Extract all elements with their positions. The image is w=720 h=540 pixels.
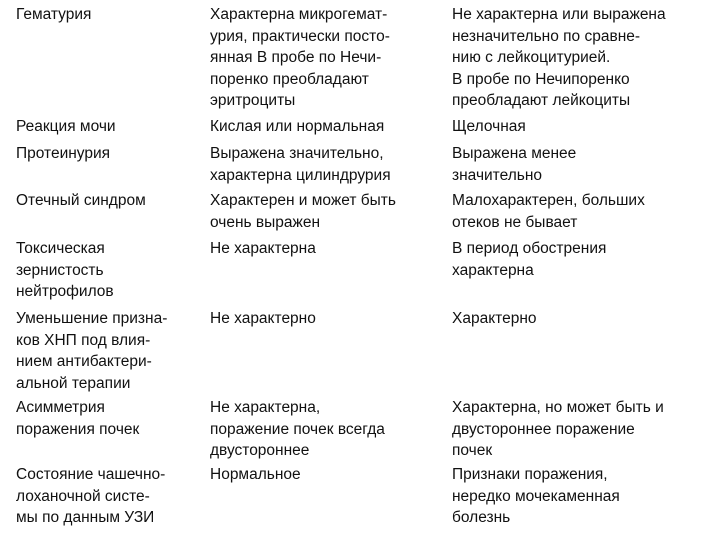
feature-cell: Протеинурия — [16, 145, 111, 162]
glomerulonephritis-cell: Не характерно — [210, 310, 316, 327]
feature-cell: Состояние чашечно- лоханочной систе- мы по данным УЗИ — [16, 466, 166, 526]
pyelonephritis-cell: Щелочная — [452, 118, 526, 135]
feature-cell: Реакция мочи — [16, 118, 116, 135]
glomerulonephritis-cell: Не характерна, поражение почек всегда двустороннее — [210, 399, 385, 459]
pyelonephritis-cell: Не характерна или выражена незначительно по сравне- нию с лейкоцитурией. В пробе по Нечипоренко преобладают лейкоциты — [452, 6, 666, 109]
glomerulonephritis-cell: Кислая или нормальная — [210, 118, 385, 135]
pyelonephritis-cell: Признаки поражения, нередко мочекаменная болезнь — [452, 466, 620, 526]
pyelonephritis-cell: В период обострения характерна — [452, 240, 607, 279]
glomerulonephritis-cell: Не характерна — [210, 240, 316, 257]
feature-cell: Асимметрия поражения почек — [16, 399, 140, 438]
glomerulonephritis-cell: Выражена значительно, характерна цилиндрурия — [210, 145, 391, 184]
pyelonephritis-cell: Характерна, но может быть и двустороннее поражение почек — [452, 399, 664, 459]
glomerulonephritis-cell: Характерен и может быть очень выражен — [210, 192, 396, 231]
feature-cell: Уменьшение призна- ков ХНП под влия- нием антибактери- альной терапии — [16, 310, 168, 392]
feature-cell: Гематурия — [16, 6, 92, 23]
pyelonephritis-cell: Выражена менее значительно — [452, 145, 577, 184]
feature-cell: Отечный синдром — [16, 192, 146, 209]
glomerulonephritis-cell: Характерна микрогемат- урия, практически посто- янная В пробе по Нечи- поренко преобладают эритроциты — [210, 6, 390, 109]
pyelonephritis-cell: Малохарактерен, больших отеков не бывает — [452, 192, 645, 231]
feature-cell: Токсическая зернистость нейтрофилов — [16, 240, 114, 300]
pyelonephritis-cell: Характерно — [452, 310, 537, 327]
glomerulonephritis-cell: Нормальное — [210, 466, 301, 483]
